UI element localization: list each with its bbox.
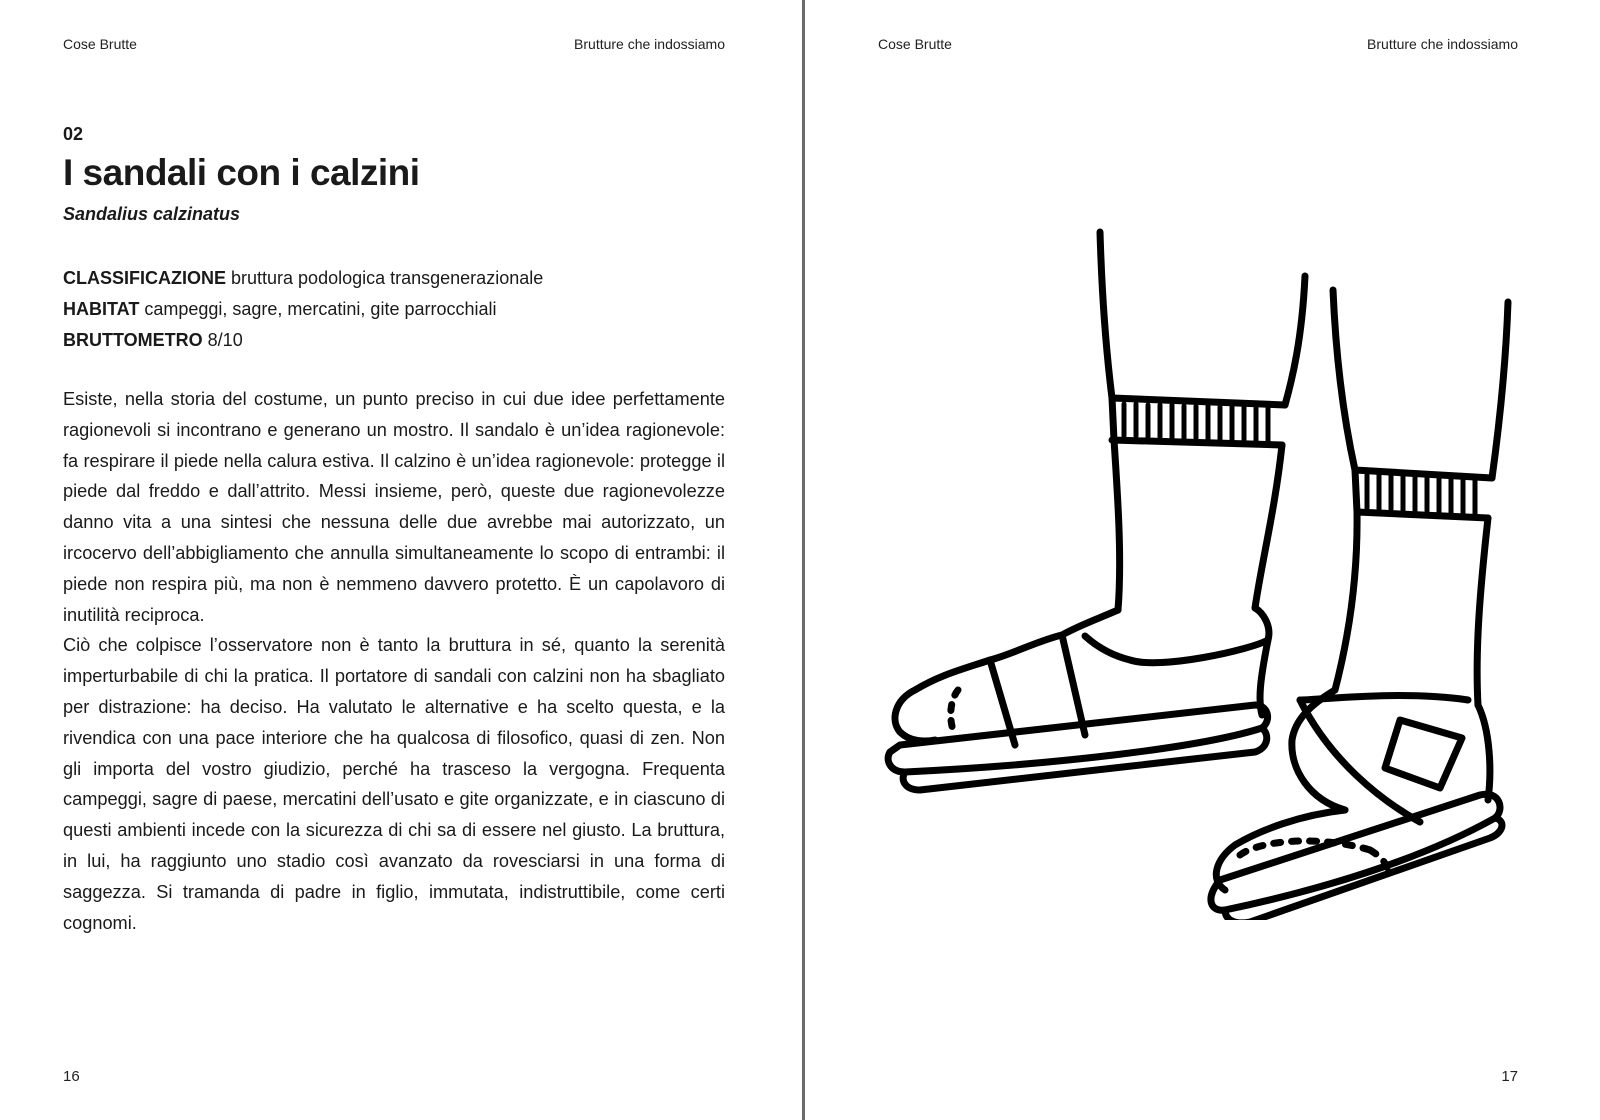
body-paragraph-2: Ciò che colpisce l’osservatore non è tanto la bruttura in sé, quanto la serenità imperturbabile di chi la pratica. Il portatore di sandali con calzini non ha sbagliato per distrazione: ha deciso. Ha valutato le alternative e ha scelto questa, e la rivendica con una pace interiore che ha qualcosa di filosofico, quasi di zen. Non gli importa del vostro giudizio, perché ha trasceso la vergogna. Frequenta campeggi, sagre di paese, mercatini dell’usato e gite organizzate, e in ciascuno di questi ambienti incede con la sicurezza di chi sa di essere nel giusto. La bruttura, in lui, ha raggiunto uno stadio così avanzato da rovesciarsi in una forma di saggezza. Si tramanda di padre in figlio, immutata, indistruttibile, come certi cognomi. (63, 635, 725, 933)
bruttometro-value: 8/10 (202, 330, 243, 350)
habitat-line (63, 294, 543, 325)
entry-body (63, 384, 725, 938)
bruttometro-label: BRUTTOMETRO (63, 330, 203, 350)
page-number-right: 17 (1501, 1068, 1518, 1085)
running-header-book-title: Cose Brutte (63, 36, 137, 52)
book-spine (802, 0, 805, 1120)
habitat-label: HABITAT (63, 299, 140, 319)
classification-value: bruttura podologica transgenerazionale (226, 268, 544, 288)
running-header-section: Brutture che indossiamo (1367, 36, 1518, 52)
habitat-value: campeggi, sagre, mercatini, gite parrocchiali (139, 299, 497, 319)
running-header-book-title: Cose Brutte (878, 36, 952, 52)
entry-title: I sandali con i calzini (63, 152, 420, 193)
entry-number: 02 (63, 124, 84, 144)
entry-metadata (63, 263, 543, 356)
classification-label: CLASSIFICAZIONE (63, 268, 227, 288)
page-number-left: 16 (63, 1068, 80, 1085)
sandals-with-socks-illustration (868, 220, 1518, 920)
bruttometro-line (63, 325, 543, 356)
classification-line (63, 263, 543, 294)
running-header-section: Brutture che indossiamo (574, 36, 725, 52)
body-paragraph-1: Esiste, nella storia del costume, un punto preciso in cui due idee perfettamente ragionevoli si incontrano e generano un mostro. Il sandalo è un’idea ragionevole: fa respirare il piede nella calura estiva. Il calzino è un’idea ragionevole: protegge il piede dal freddo e dall’attrito. Messi insieme, però, queste due ragionevolezze danno vita a una sintesi che nessuna delle due avrebbe mai autorizzato, un ircocervo dell’abbigliamento che annulla simultaneamente lo scopo di entrambi: il piede non respira più, ma non è nemmeno davvero protetto. È un capolavoro di inutilità reciproca. (63, 389, 725, 625)
entry-latin-name: Sandalius calzinatus (63, 204, 241, 224)
